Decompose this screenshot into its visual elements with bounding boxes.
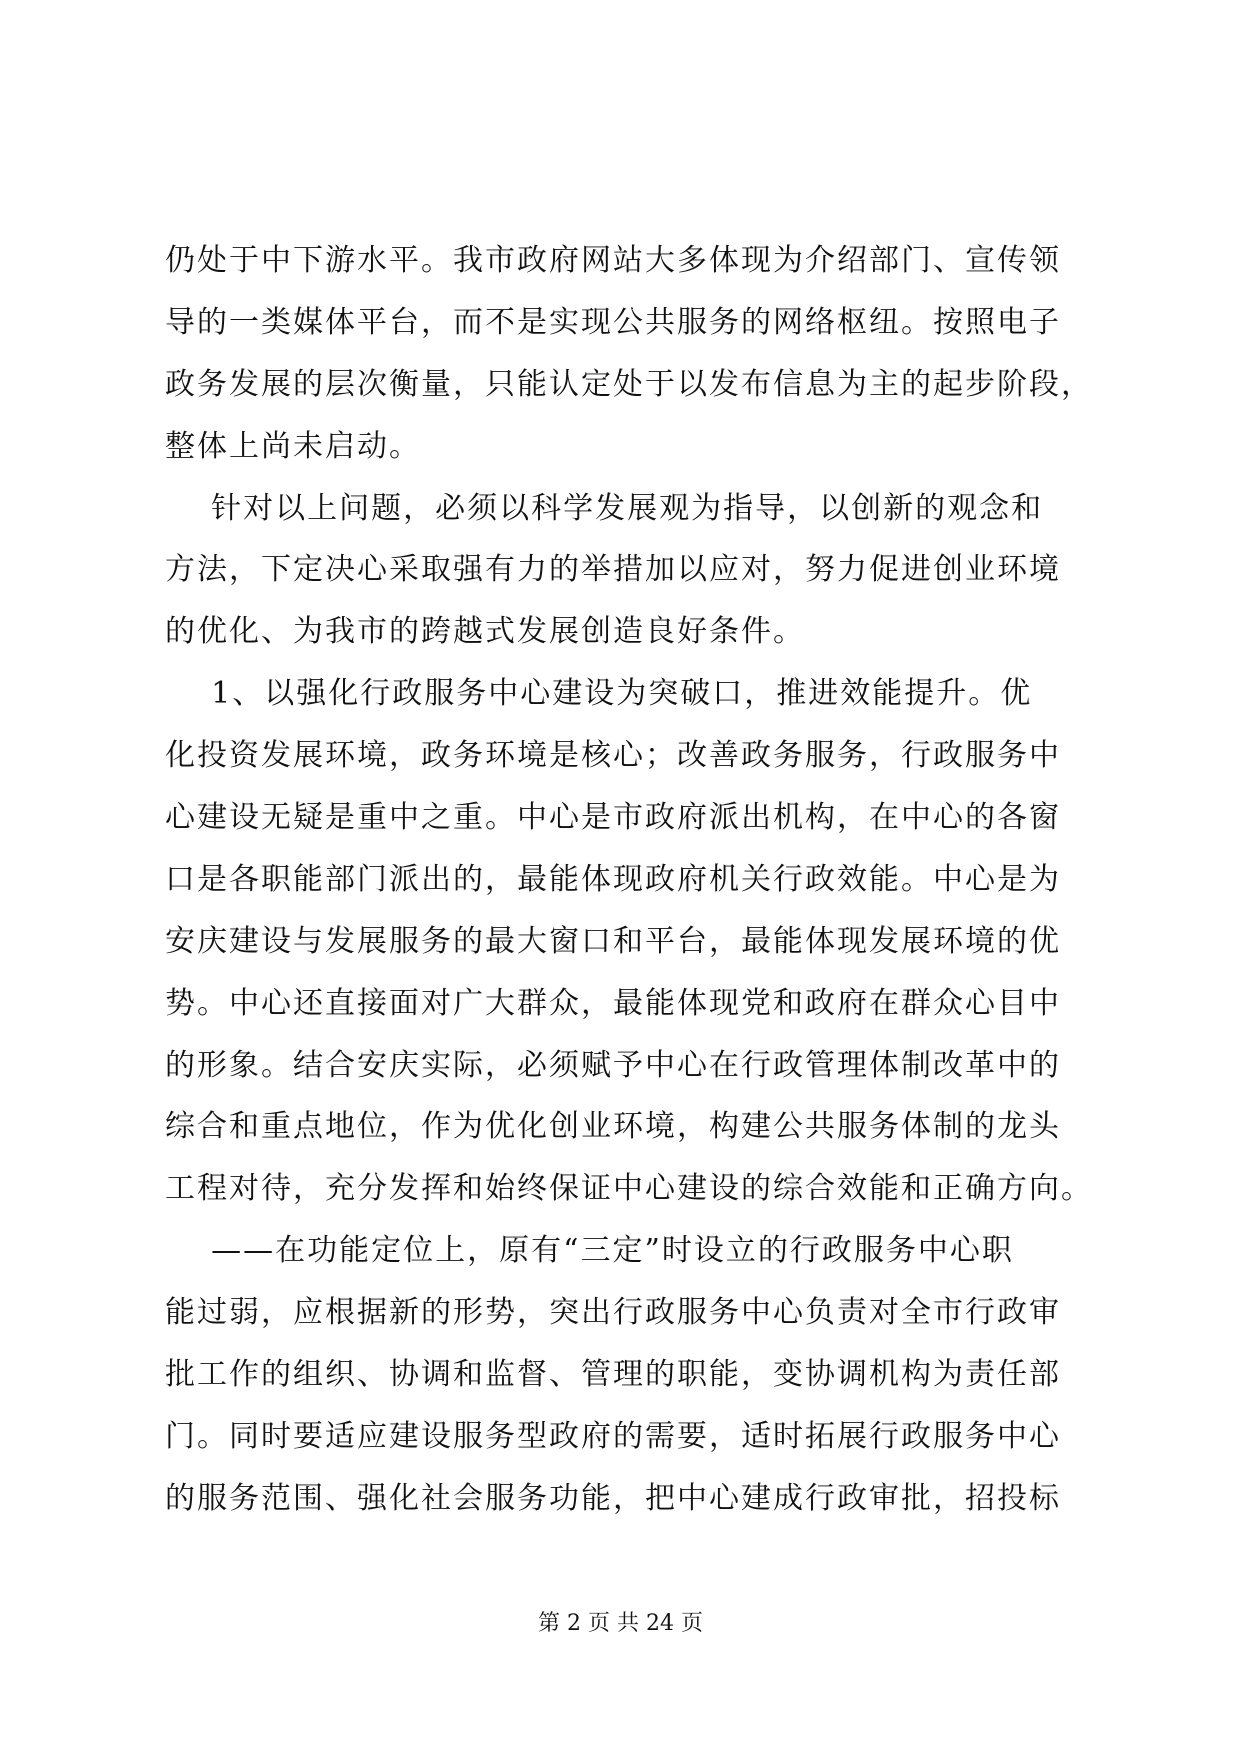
text-line: 势。中心还直接面对广大群众，最能体现党和政府在群众心目中 <box>165 985 1061 1021</box>
text-line: 1、以强化行政服务中心建设为突破口，推进效能提升。优 <box>165 676 1033 712</box>
text-line: 心建设无疑是重中之重。中心是市政府派出机构，在中心的各窗 <box>165 800 1061 836</box>
text-line: 的形象。结合安庆实际，必须赋予中心在行政管理体制改革中的 <box>165 1047 1061 1083</box>
text-line: 能过弱，应根据新的形势，突出行政服务中心负责对全市行政审 <box>165 1295 1061 1331</box>
text-line: 的服务范围、强化社会服务功能，把中心建成行政审批，招投标 <box>165 1480 1061 1516</box>
text-line: 门。同时要适应建设服务型政府的需要，适时拓展行政服务中心 <box>165 1418 1061 1454</box>
text-line: 工程对待，充分发挥和始终保证中心建设的综合效能和正确方向。 <box>165 1171 1093 1207</box>
text-line: 导的一类媒体平台，而不是实现公共服务的网络枢纽。按照电子 <box>165 304 1061 340</box>
text-line: ——在功能定位上，原有“三定”时设立的行政服务中心职 <box>165 1233 1014 1269</box>
body-text <box>165 230 1125 1530</box>
text-line: 的优化、为我市的跨越式发展创造良好条件。 <box>165 614 805 650</box>
text-line: 整体上尚未启动。 <box>165 428 421 464</box>
text-line: 批工作的组织、协调和监督、管理的职能，变协调机构为责任部 <box>165 1357 1061 1393</box>
text-line: 政务发展的层次衡量，只能认定处于以发布信息为主的起步阶段， <box>165 366 1093 402</box>
text-line: 化投资发展环境，政务环境是核心；改善政务服务，行政服务中 <box>165 738 1061 774</box>
text-line: 方法，下定决心采取强有力的举措加以应对，努力促进创业环境 <box>165 552 1061 588</box>
text-line: 安庆建设与发展服务的最大窗口和平台，最能体现发展环境的优 <box>165 923 1061 959</box>
page-number-footer: 第 2 页 共 24 页 <box>538 1611 703 1636</box>
text-line: 综合和重点地位，作为优化创业环境，构建公共服务体制的龙头 <box>165 1109 1061 1145</box>
text-line: 针对以上问题，必须以科学发展观为指导，以创新的观念和 <box>165 490 1044 526</box>
text-line: 仍处于中下游水平。我市政府网站大多体现为介绍部门、宣传领 <box>165 243 1061 278</box>
text-line: 口是各职能部门派出的，最能体现政府机关行政效能。中心是为 <box>165 861 1061 897</box>
